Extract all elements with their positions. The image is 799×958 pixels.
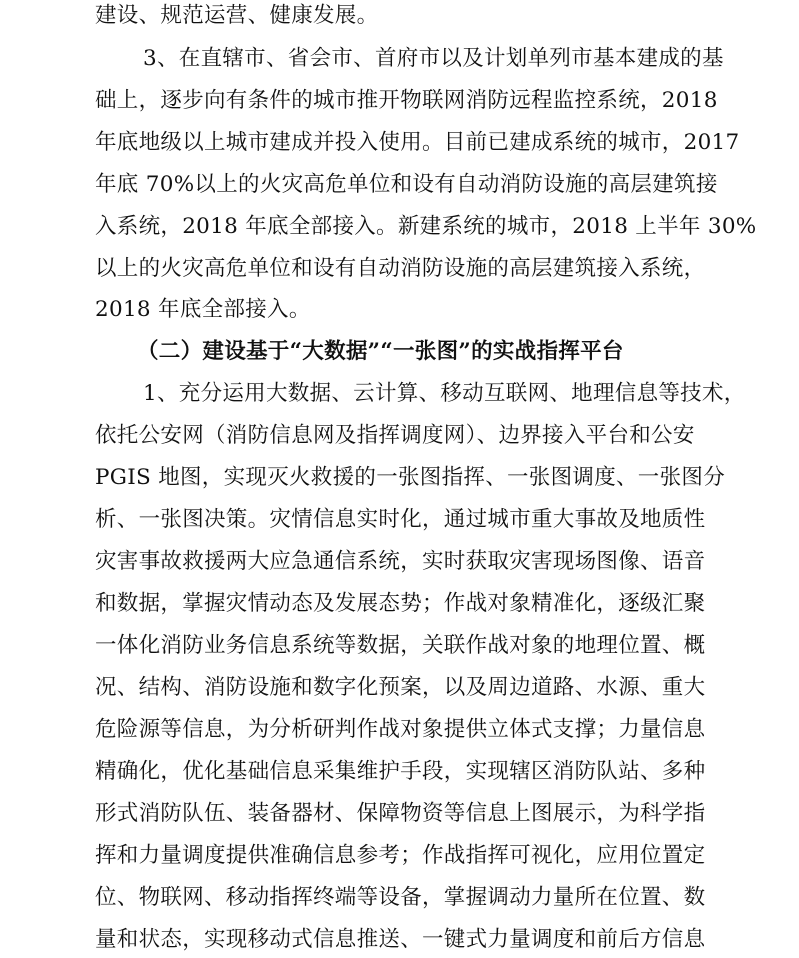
text-line: 入系统，2018 年底全部接入。新建系统的城市，2018 上半年 30% [95, 214, 757, 239]
text-line: 以上的火灾高危单位和设有自动消防设施的高层建筑接入系统， [95, 256, 706, 281]
paragraph-start-line: 1、充分运用大数据、云计算、移动互联网、地理信息等技术， [143, 381, 746, 406]
text-line: 2018 年底全部接入。 [95, 297, 311, 322]
text-line: 一体化消防业务信息系统等数据，关联作战对象的地理位置、概 [95, 633, 706, 658]
text-line: 和数据，掌握灾情动态及发展态势；作战对象精准化，逐级汇聚 [95, 591, 706, 616]
text-line: 年底 70%以上的火灾高危单位和设有自动消防设施的高层建筑接 [95, 172, 718, 197]
text-line: 依托公安网（消防信息网及指挥调度网）、边界接入平台和公安 [95, 423, 695, 448]
section-heading: （二）建设基于“大数据”“一张图”的实战指挥平台 [137, 339, 624, 364]
text-line: 建设、规范运营、健康发展。 [95, 3, 379, 28]
text-line: 量和状态，实现移动式信息推送、一键式力量调度和前后方信息 [95, 927, 706, 952]
text-line: 础上，逐步向有条件的城市推开物联网消防远程监控系统，2018 [95, 88, 718, 113]
text-line: 析、一张图决策。灾情信息实时化，通过城市重大事故及地质性 [95, 507, 706, 532]
text-line: 挥和力量调度提供准确信息参考；作战指挥可视化，应用位置定 [95, 843, 706, 868]
text-line: 形式消防队伍、装备器材、保障物资等信息上图展示，为科学指 [95, 801, 706, 826]
text-line: 精确化，优化基础信息采集维护手段，实现辖区消防队站、多种 [95, 759, 706, 784]
text-line: 年底地级以上城市建成并投入使用。目前已建成系统的城市，2017 [95, 130, 740, 155]
text-line: 位、物联网、移动指挥终端等设备，掌握调动力量所在位置、数 [95, 885, 706, 910]
text-line: 危险源等信息，为分析研判作战对象提供立体式支撑；力量信息 [95, 717, 706, 742]
text-line: 况、结构、消防设施和数字化预案，以及周边道路、水源、重大 [95, 675, 706, 700]
paragraph-start-line: 3、在直辖市、省会市、首府市以及计划单列市基本建成的基 [143, 46, 724, 71]
text-line: PGIS 地图，实现灭火救援的一张图指挥、一张图调度、一张图分 [95, 465, 725, 490]
text-line: 灾害事故救援两大应急通信系统，实时获取灾害现场图像、语音 [95, 549, 706, 574]
